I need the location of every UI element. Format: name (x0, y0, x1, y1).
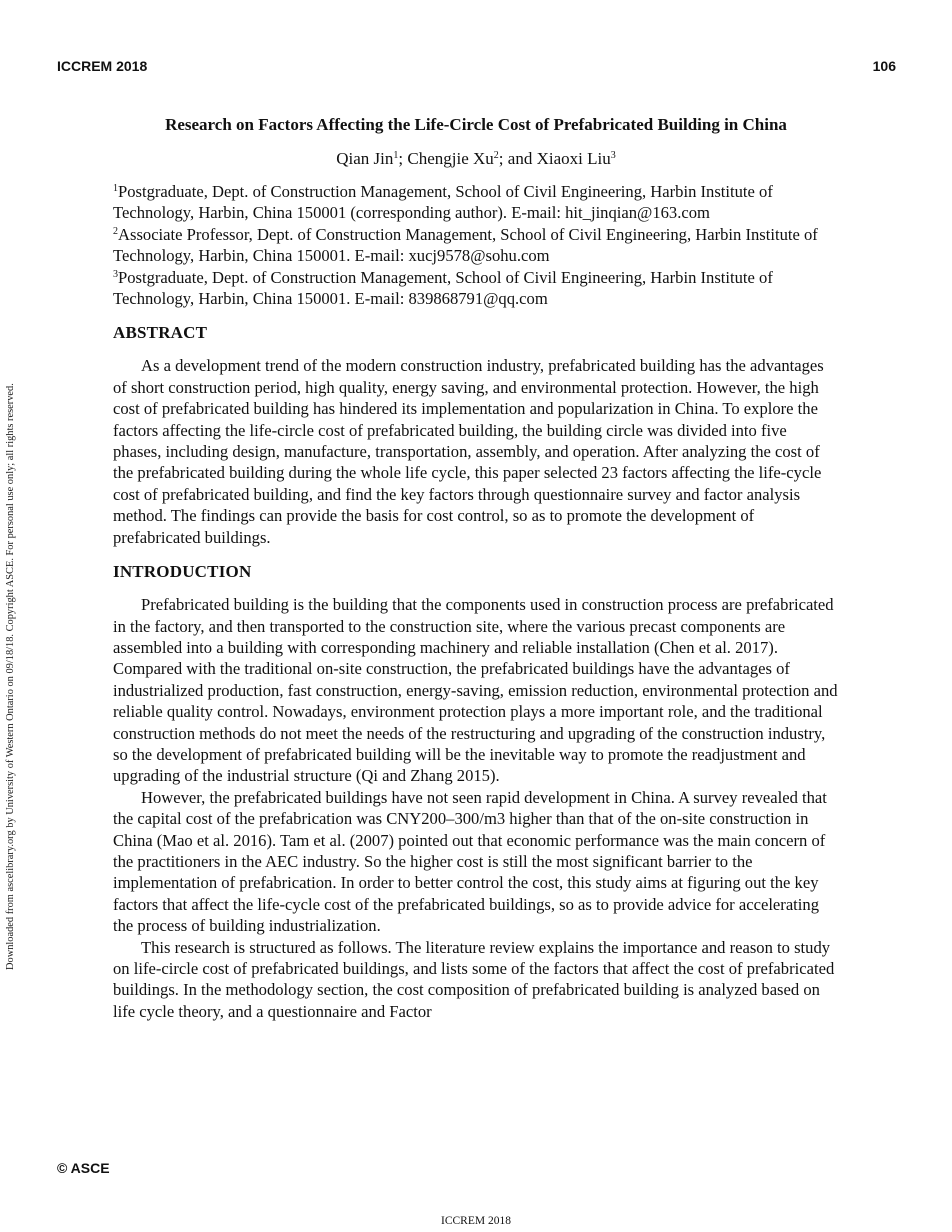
affiliation-text: Postgraduate, Dept. of Construction Management, School of Civil Engineering, Harbin Institute of Technology, Harbin, China 150001 (corresponding author). E-mail: hit_jinqian@163.com (113, 182, 773, 223)
paper-body (113, 115, 839, 1022)
affiliation-mark: 2 (113, 225, 118, 237)
author-affil-mark: 1 (393, 150, 399, 161)
affiliations (113, 181, 839, 309)
author-affil-mark: 2 (493, 150, 499, 161)
introduction-paragraph: This research is structured as follows. The literature review explains the importance and reason to study on life-circle cost of prefabricated buildings, and lists some of the factors that affect the cost of prefabricated buildings. In the methodology section, the cost composition of prefabricated building is analyzed based on life cycle theory, and a questionnaire and Factor (113, 937, 835, 1021)
download-notice: Downloaded from ascelibrary.org by University of Western Ontario on 09/18/18. Copyright ASCE. For personal use only; all rights reserved. (5, 383, 16, 970)
affiliation-item (113, 181, 839, 224)
running-header-conference: ICCREM 2018 (57, 58, 148, 74)
introduction-paragraph: Prefabricated building is the building that the components used in construction process are prefabricated in the factory, and then transported to the construction site, where the various precast components are assembled into a building with corresponding machinery and reliable installation (Chen et al. 2017). Compared with the traditional on-site construction, the prefabricated buildings have the advantages of industrialized production, fast construction, energy-saving, emission reduction, environmental protection and reliable quality control. Nowadays, environment protection plays a more important role, and the traditional construction methods do not meet the needs of the restructuring and upgrading of the construction industry, so the development of prefabricated building will be the inevitable way to promote the readjustment and upgrading of the industrial structure (Qi and Zhang 2015). (113, 595, 838, 786)
author-separator: ; and (498, 149, 537, 168)
affiliation-text: Postgraduate, Dept. of Construction Management, School of Civil Engineering, Harbin Institute of Technology, Harbin, China 150001. E-mail: 839868791@qq.com (113, 267, 773, 309)
affiliation-item (113, 267, 839, 310)
affiliation-text: Associate Professor, Dept. of Construction Management, School of Civil Engineering, Harbin Institute of Technology, Harbin, China 150001. E-mail: xucj9578@sohu.com (113, 224, 818, 266)
affiliation-item (113, 224, 839, 267)
author-name: Qian Jin (336, 149, 394, 168)
introduction-heading: INTRODUCTION (113, 562, 252, 582)
abstract-heading: ABSTRACT (113, 323, 208, 343)
author-affil-mark: 3 (610, 150, 616, 161)
author-separator: ; (398, 149, 408, 168)
page-number: 106 (872, 58, 896, 74)
author-name: Chengjie Xu (407, 149, 494, 168)
author-list (113, 149, 839, 169)
copyright-footer: © ASCE (57, 1160, 110, 1176)
author-name: Xiaoxi Liu (536, 149, 611, 168)
paper-title: Research on Factors Affecting the Life-Circle Cost of Prefabricated Building in China (165, 115, 787, 134)
affiliation-mark: 3 (113, 268, 118, 280)
introduction-paragraph: However, the prefabricated buildings have not seen rapid development in China. A survey revealed that the capital cost of the prefabrication was CNY200–300/m3 higher than that of the on-site construction in China (Mao et al. 2016). Tam et al. (2007) pointed out that economic performance was the main concern of the practitioners in the AEC industry. So the higher cost is still the most significant barrier to the implementation of prefabrication. In order to better control the cost, this study aims at figuring out the key factors that affect the life-cycle cost of the prefabricated buildings, so as to provide advice for accelerating the process of building industrialization. (113, 787, 827, 936)
abstract-paragraph: As a development trend of the modern construction industry, prefabricated building has the advantages of short construction period, high quality, energy saving, and environmental protection. However, the high cost of prefabricated building has hindered its implementation and popularization in China. To explore the factors affecting the life-circle cost of prefabricated building, the building circle was divided into five phases, including design, manufacture, transportation, assembly, and operation. After analyzing the cost of the prefabricated building during the whole life cycle, this paper selected 23 factors affecting the life-cycle cost of prefabricated building, and find the key factors through questionnaire survey and factor analysis method. The findings can provide the basis for cost control, so as to promote the development of prefabricated buildings. (113, 356, 824, 547)
footer-conference: ICCREM 2018 (441, 1215, 511, 1227)
affiliation-mark: 1 (113, 183, 118, 194)
